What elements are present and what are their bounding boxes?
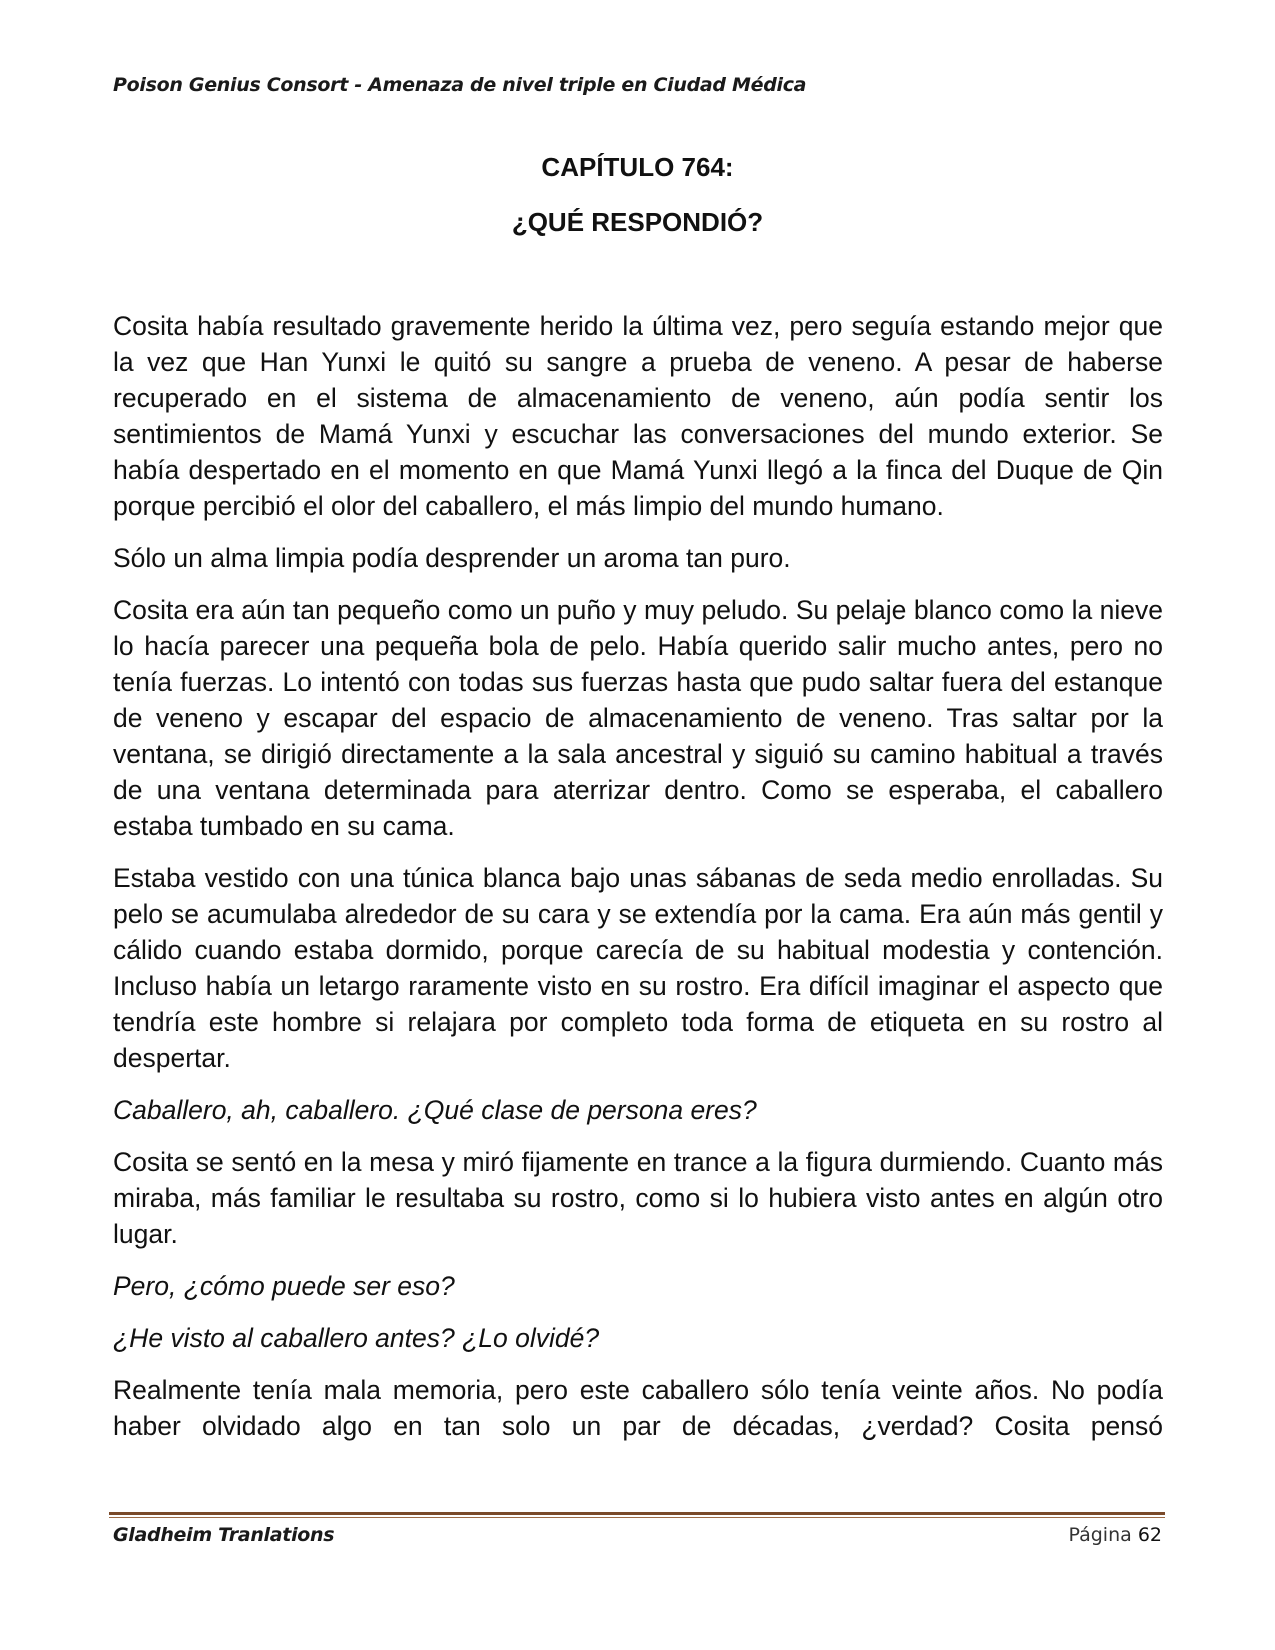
paragraph-thought: Caballero, ah, caballero. ¿Qué clase de persona eres? (113, 1095, 757, 1125)
paragraph: Cosita había resultado gravemente herido la última vez, pero seguía estando mejor que la vez que Han Yunxi le quitó su sangre a prueba de veneno. A pesar de haberse recuperado en el sistema de almacenamiento de veneno, aún podía sentir los sentimientos de Mamá Yunxi y escuchar las conversaciones del mundo exterior. Se había despertado en el momento en que Mamá Yunxi llegó a la finca del Duque de Qin porque percibió el olor del caballero, el más limpio del mundo humano. (113, 311, 1163, 521)
paragraph: Realmente tenía mala memoria, pero este caballero sólo tenía veinte años. No podía haber olvidado algo en tan solo un par de décadas, ¿verdad? Cosita pensó (113, 1375, 1163, 1441)
paragraph-thought: Pero, ¿cómo puede ser eso? (113, 1271, 455, 1301)
paragraph-thought: ¿He visto al caballero antes? ¿Lo olvidé? (113, 1323, 600, 1353)
page-label: Página (1068, 1524, 1132, 1546)
chapter-title: ¿QUÉ RESPONDIÓ? (511, 207, 764, 237)
footer-divider-thin (109, 1517, 1165, 1518)
chapter-number: CAPÍTULO 764: (541, 152, 734, 182)
body-text (113, 308, 1163, 1444)
footer-page (1068, 1524, 1162, 1546)
footer-divider (109, 1512, 1165, 1515)
footer-publisher: Gladheim Tranlations (113, 1524, 335, 1546)
paragraph: Estaba vestido con una túnica blanca bajo unas sábanas de seda medio enrolladas. Su pelo se acumulaba alrededor de su cara y se extendía por la cama. Era aún más gentil y cálido cuando estaba dormido, porque carecía de su habitual modestia y contención. Incluso había un letargo raramente visto en su rostro. Era difícil imaginar el aspecto que tendría este hombre si relajara por completo toda forma de etiqueta en su rostro al despertar. (113, 863, 1163, 1073)
paragraph: Cosita era aún tan pequeño como un puño y muy peludo. Su pelaje blanco como la nieve lo hacía parecer una pequeña bola de pelo. Había querido salir mucho antes, pero no tenía fuerzas. Lo intentó con todas sus fuerzas hasta que pudo saltar fuera del estanque de veneno y escapar del espacio de almacenamiento de veneno. Tras saltar por la ventana, se dirigió directamente a la sala ancestral y siguió su camino habitual a través de una ventana determinada para aterrizar dentro. Como se esperaba, el caballero estaba tumbado en su cama. (113, 595, 1163, 841)
paragraph: Cosita se sentó en la mesa y miró fijamente en trance a la figura durmiendo. Cuanto más miraba, más familiar le resultaba su rostro, como si lo hubiera visto antes en algún otro lugar. (113, 1147, 1163, 1249)
page-number: 62 (1137, 1524, 1162, 1546)
running-header: Poison Genius Consort - Amenaza de nivel triple en Ciudad Médica (113, 74, 807, 96)
paragraph: Sólo un alma limpia podía desprender un aroma tan puro. (113, 543, 791, 573)
